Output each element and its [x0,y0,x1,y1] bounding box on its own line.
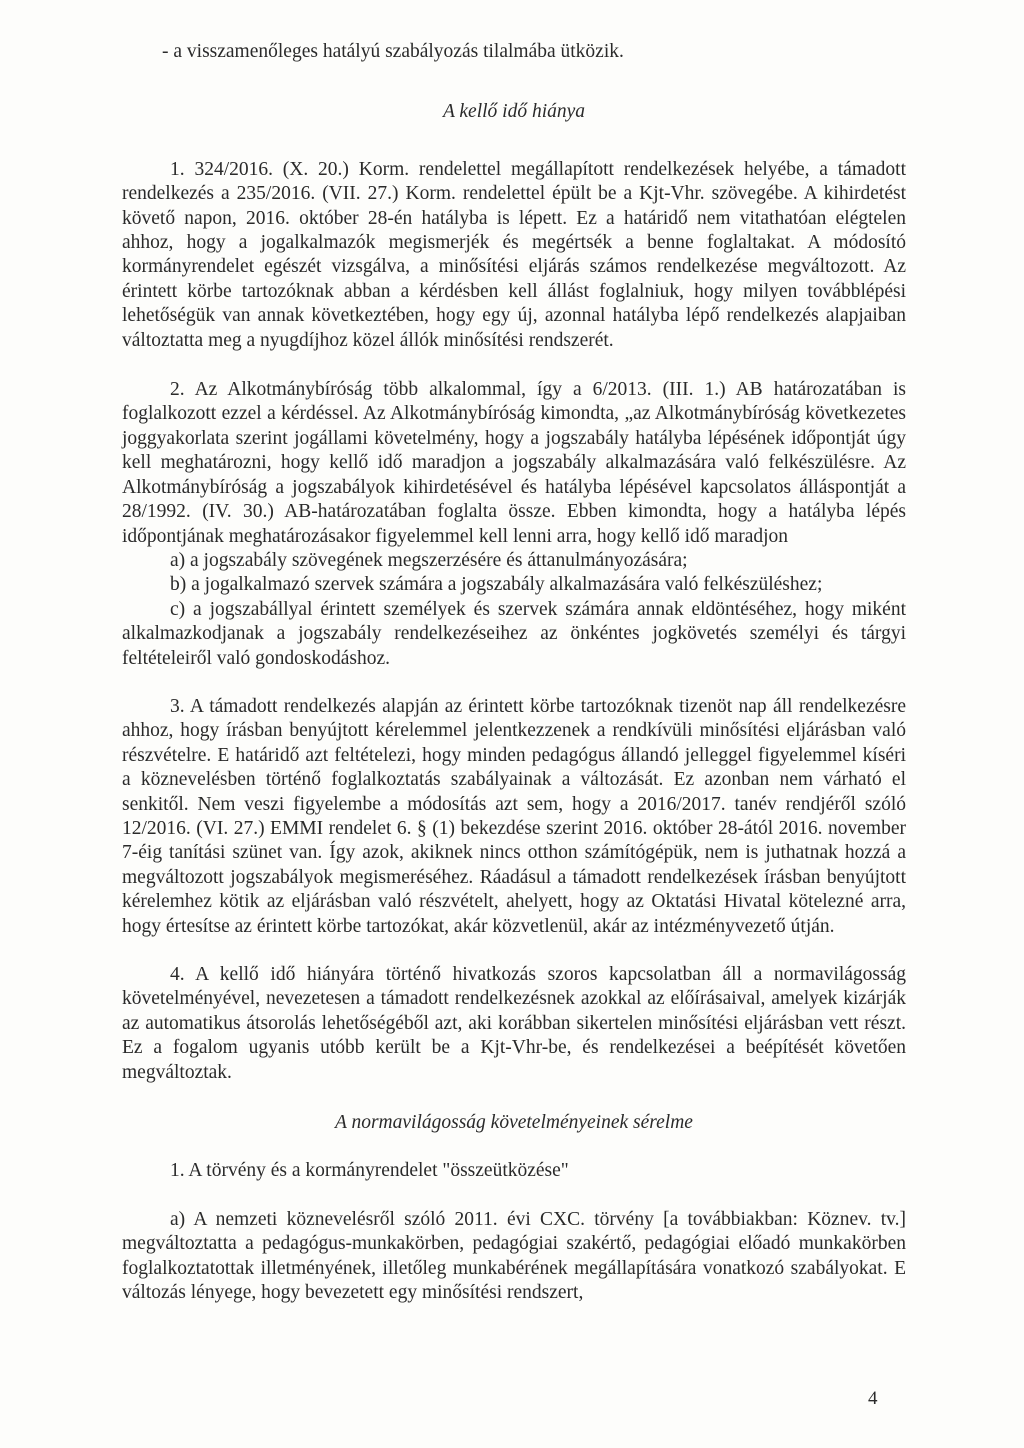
paragraph-a-koznev: a) A nemzeti köznevelésről szóló 2011. évi CXC. törvény [a továbbiakban: Köznev. tv.] megváltoztatta a pedagógus-munkakörben, pedagógiai szakértő, pedagógiai előadó munkakörben foglalkoztatottak illetményének, illetőleg munkabérének megállapítására vonatkozó szabályokat. E változás lényege, hogy bevezetett egy minősítési rendszert, [122,1208,906,1304]
section-heading-normavilagossag: A normavilágosság követelményeinek sérelme [335,1112,693,1134]
paragraph-2: 2. Az Alkotmánybíróság több alkalommal, így a 6/2013. (III. 1.) AB határozatában is foglalkozott ezzel a kérdéssel. Az Alkotmánybíróság kimondta, „az Alkotmánybíróság következetes joggyakorlata szerint jogállami követelmény, hogy a jogszabály hatályba lépésének időpontját úgy kell meghatározni, hogy kellő idő maradjon a jogszabály alkalmazására való felkészülésre. Az Alkotmánybíróság a jogszabályok kihirdetésével és hatályba lépésével kapcsolatos álláspontját a 28/1992. (IV. 30.) AB-határozatában foglalta össze. Ebben kimondta, hogy a hatályba lépés időpontjának meghatározásakor figyelemmel kell lenni arra, hogy kellő idő maradjon [122,379,906,547]
paragraph-1: 1. 324/2016. (X. 20.) Korm. rendelettel megállapított rendelkezések helyébe, a támadott rendelkezés a 235/2016. (VII. 27.) Korm. rendelettel épült be a Kjt-Vhr. szövegébe. A kihirdetést követő napon, 2016. október 28-én hatályba is lépett. Ez a határidő nem vitathatóan elégtelen ahhoz, hogy a jogalkalmazók megismerjék és megértsék a benne foglaltakat. A módosító kormányrendelet egészét vizsgálva, a minősítési eljárás számos rendelkezése megváltozott. Az érintett körbe tartozóknak abban a kérdésben kell állást foglalniuk, hogy milyen továbblépési lehetőségük van annak következtében, hogy egy új, azonnal hatályba lépő rendelkezés alapjaiban változtatta meg a nyugdíjhoz közel állók minősítési rendszerét. [122,158,906,351]
document-page [122,40,906,1305]
paragraph-4: 4. A kellő idő hiányára történő hivatkozás szoros kapcsolatban áll a normavilágosság követelményével, nevezetesen a támadott rendelkezésnek azokkal az előírásaival, amelyek kizárják az automatikus átsorolás lehetőségéből azt, aki korábban sikertelen minősítési eljárásban vett részt. Ez a fogalom ugyanis utóbb került be a Kjt-Vhr-be, és rendelkezései a beépítését követően megváltoztak. [122,964,906,1083]
section-heading-kello-ido: A kellő idő hiánya [442,101,586,123]
subheading-torveny: 1. A törvény és a kormányrendelet "összeütközése" [170,1160,569,1182]
list-item-c: c) a jogszabállyal érintett személyek és szervek számára annak eldöntéséhez, hogy miként alkalmazkodjanak a jogszabály rendelkezéseihez az önkéntes jogkövetés személyi és tárgyi feltételeiről való gondoskodáshoz. [122,598,906,669]
page-number: 4 [868,1388,878,1409]
list-item-b: b) a jogalkalmazó szervek számára a jogszabály alkalmazására való felkészüléshez; [170,574,823,596]
paragraph-3: 3. A támadott rendelkezés alapján az érintett körbe tartozóknak tizenöt nap áll rendelkezésre ahhoz, hogy írásban benyújtott kérelemmel jelentkezzenek a rendkívüli minősítési eljárásban való részvételre. E határidő azt feltételezi, hogy minden pedagógus állandó jelleggel figyelemmel kíséri a köznevelésben történő foglalkoztatás szabályainak a változását. Ez azonban nem várható el senkitől. Nem veszi figyelembe a módosítás azt sem, hogy a 2016/2017. tanév rendjéről szóló 12/2016. (VI. 27.) EMMI rendelet 6. § (1) bekezdése szerint 2016. október 28-ától 2016. november 7-éig tanítási szünet van. Így azok, akiknek nincs otthon számítógépük, nem is juthatnak hozzá a megváltozott jogszabályok megismeréséhez. Ráadásul a támadott rendelkezések írásban benyújtott kérelemhez kötik az eljárásban való részvételt, ahelyett, hogy az Oktatási Hivatal kötelezné arra, hogy értesítse az érintett körbe tartozókat, akár közvetlenül, akár az intézményvezető útján. [122,695,906,937]
list-item-a: a) a jogszabály szövegének megszerzésére és áttanulmányozására; [170,549,688,571]
intro-line: - a visszamenőleges hatályú szabályozás tilalmába ütközik. [162,41,624,62]
